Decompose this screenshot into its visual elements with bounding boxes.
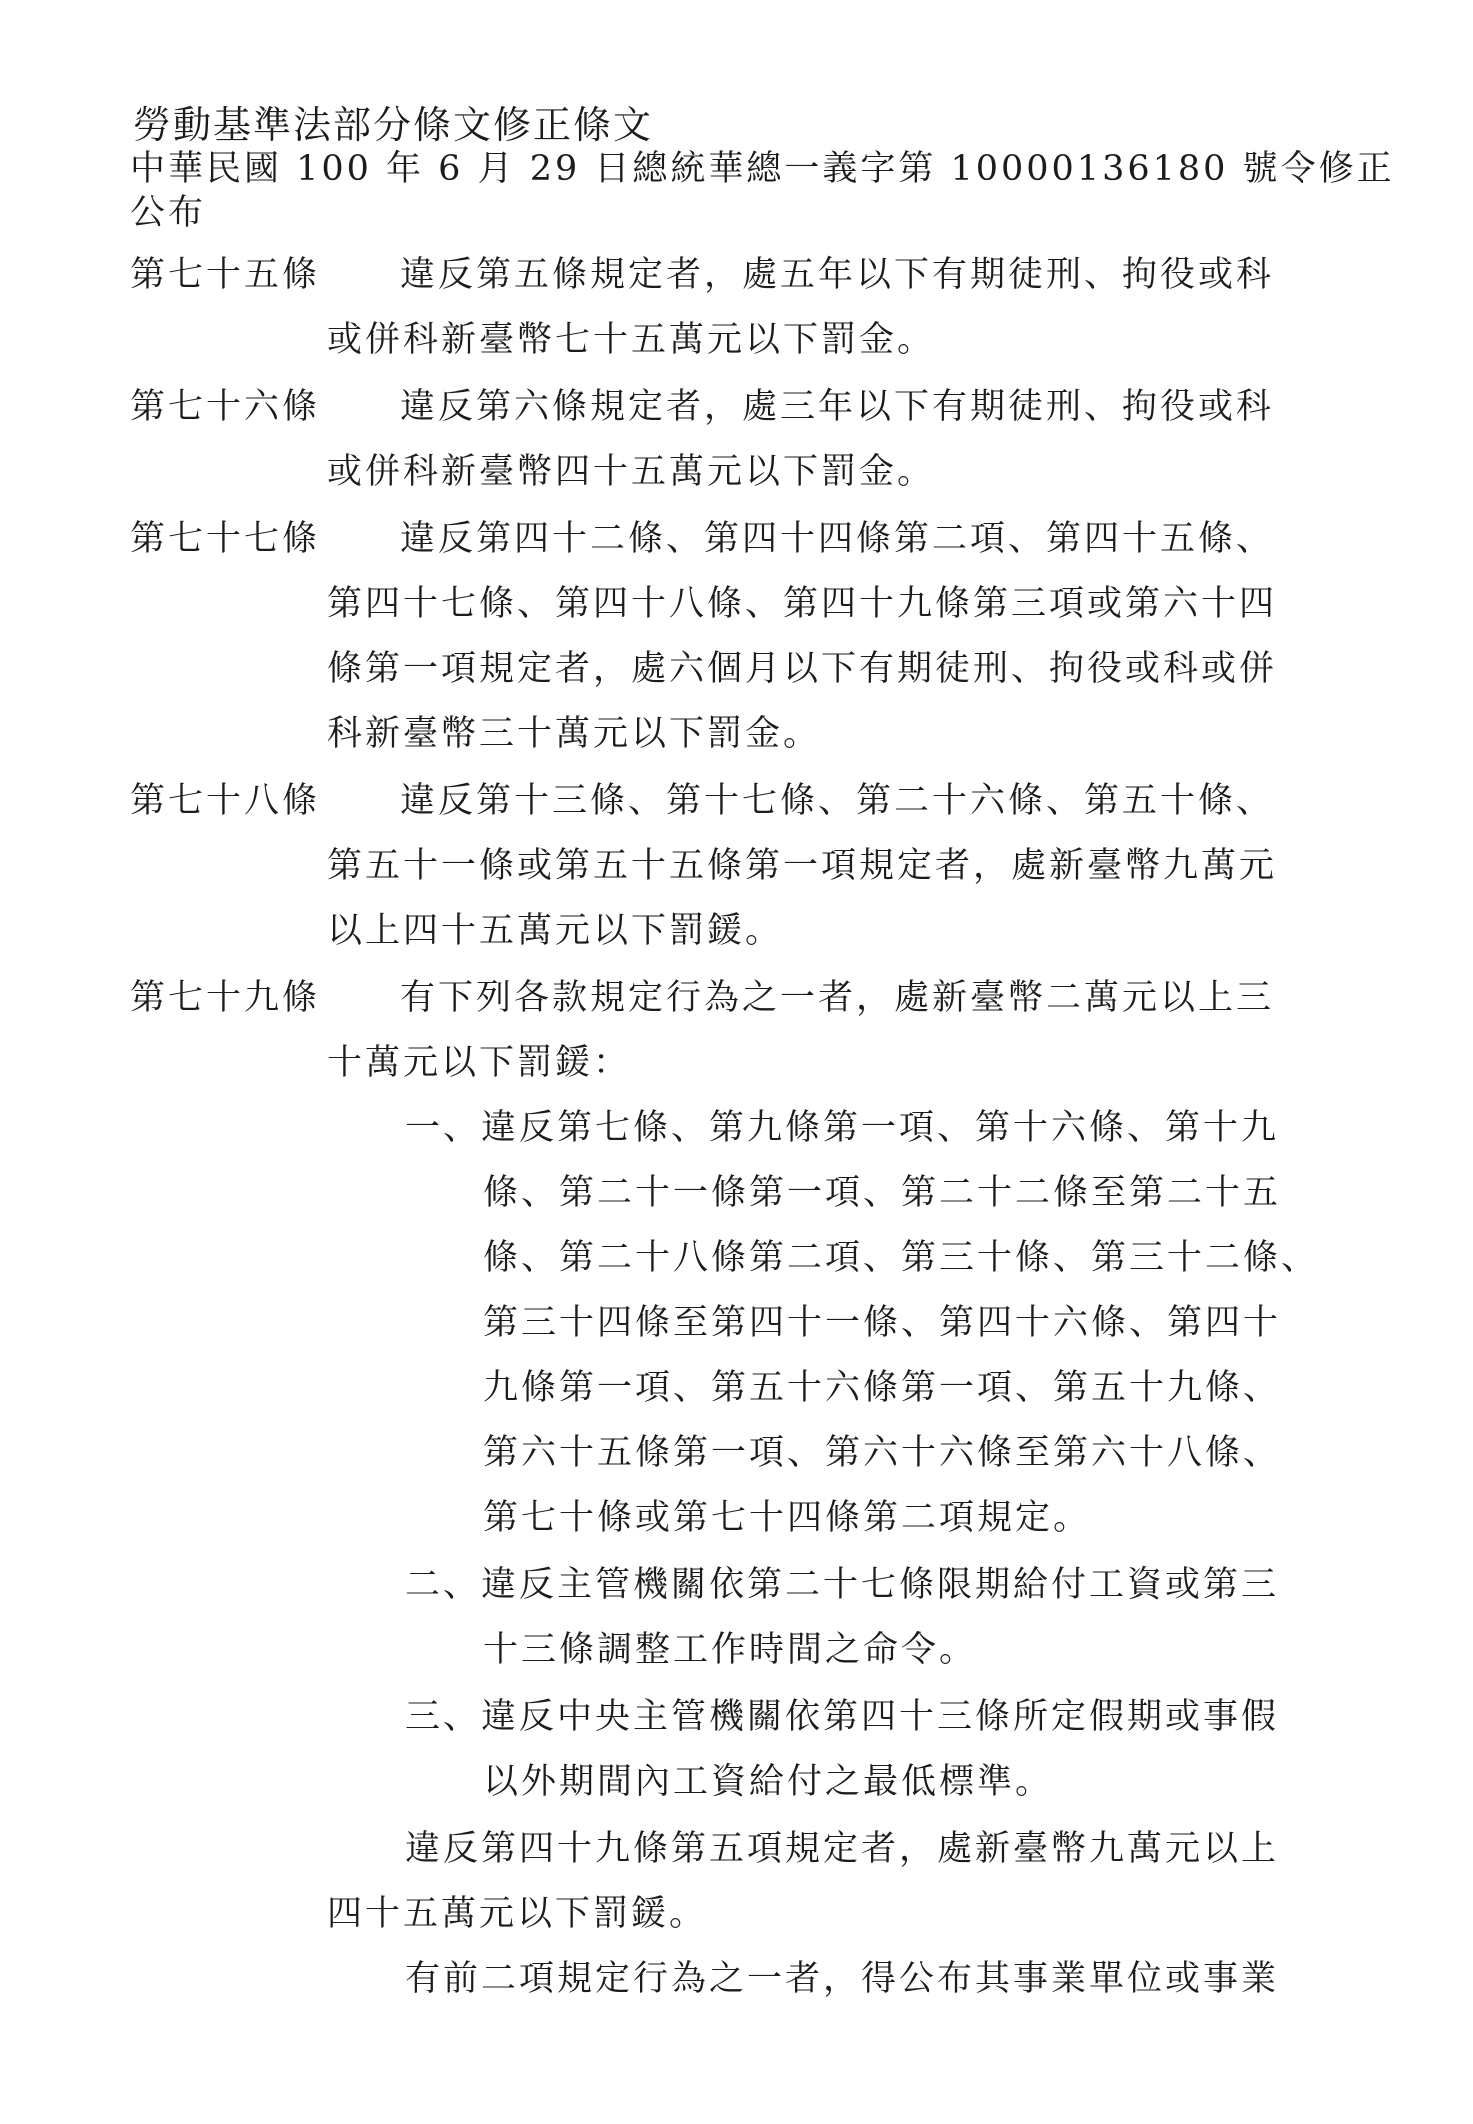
article-76-line-2: 或併科新臺幣四十五萬元以下罰金。	[327, 452, 936, 492]
article-79-paragraph-2-line-1: 違反第四十九條第五項規定者，處新臺幣九萬元以上	[405, 1829, 1280, 1869]
article-79-line-1: 有下列各款規定行為之一者，處新臺幣二萬元以上三	[400, 978, 1275, 1018]
article-77-line-3: 條第一項規定者，處六個月以下有期徒刑、拘役或科或併	[327, 649, 1278, 689]
article-79-item-1-line-2: 條、第二十一條第一項、第二十二條至第二十五	[483, 1173, 1282, 1213]
promulgation-line-1: 中華民國 100 年 6 月 29 日總統華總一義字第 10000136180 號令修正	[130, 149, 1395, 189]
document-title: 勞動基準法部分條文修正條文	[133, 103, 654, 147]
article-79-item-1-line-7: 第七十條或第七十四條第二項規定。	[483, 1498, 1092, 1538]
article-76-label: 第七十六條	[130, 387, 321, 427]
article-78-line-3: 以上四十五萬元以下罰鍰。	[327, 911, 784, 951]
article-78-label: 第七十八條	[130, 781, 321, 821]
article-79-paragraph-3-line-1: 有前二項規定行為之一者，得公布其事業單位或事業	[405, 1959, 1280, 1999]
article-79-item-3-line-2: 以外期間內工資給付之最低標準。	[483, 1762, 1054, 1802]
article-79-paragraph-2-line-2: 四十五萬元以下罰鍰。	[327, 1894, 708, 1934]
article-77-line-4: 科新臺幣三十萬元以下罰金。	[327, 714, 822, 754]
article-77-label: 第七十七條	[130, 519, 321, 559]
article-77-line-1: 違反第四十二條、第四十四條第二項、第四十五條、	[400, 519, 1275, 559]
article-78-line-1: 違反第十三條、第十七條、第二十六條、第五十條、	[400, 781, 1275, 821]
article-75-line-1: 違反第五條規定者，處五年以下有期徒刑、拘役或科	[400, 255, 1275, 295]
article-79-item-1-line-5: 九條第一項、第五十六條第一項、第五十九條、	[483, 1368, 1282, 1408]
article-75-label: 第七十五條	[130, 255, 321, 295]
article-79-line-2: 十萬元以下罰鍰：	[327, 1043, 632, 1083]
article-79-item-1-line-1: 一、違反第七條、第九條第一項、第十六條、第十九	[405, 1108, 1280, 1148]
promulgation-line-2: 公布	[130, 193, 207, 233]
article-78-line-2: 第五十一條或第五十五條第一項規定者，處新臺幣九萬元	[327, 846, 1278, 886]
article-77-line-2: 第四十七條、第四十八條、第四十九條第三項或第六十四	[327, 584, 1278, 624]
article-79-label: 第七十九條	[130, 978, 321, 1018]
article-75-line-2: 或併科新臺幣七十五萬元以下罰金。	[327, 320, 936, 360]
article-79-item-1-line-3: 條、第二十八條第二項、第三十條、第三十二條、	[483, 1238, 1320, 1278]
article-79-item-2-line-2: 十三條調整工作時間之命令。	[483, 1630, 978, 1670]
article-79-item-2-line-1: 二、違反主管機關依第二十七條限期給付工資或第三	[405, 1565, 1280, 1605]
article-79-item-1-line-4: 第三十四條至第四十一條、第四十六條、第四十	[483, 1303, 1282, 1343]
article-79-item-3-line-1: 三、違反中央主管機關依第四十三條所定假期或事假	[405, 1697, 1280, 1737]
article-76-line-1: 違反第六條規定者，處三年以下有期徒刑、拘役或科	[400, 387, 1275, 427]
article-79-item-1-line-6: 第六十五條第一項、第六十六條至第六十八條、	[483, 1433, 1282, 1473]
